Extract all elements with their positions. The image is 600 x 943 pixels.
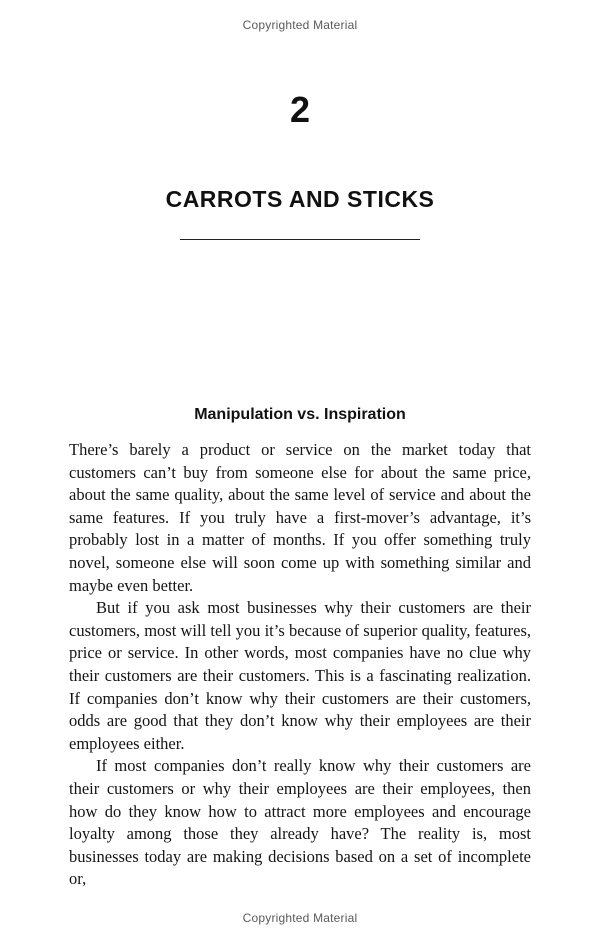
watermark-bottom: Copyrighted Material: [242, 911, 358, 925]
chapter-title-rule: [180, 239, 420, 240]
body-paragraph: There’s barely a product or service on the market today that customers can’t buy from someone else for about the same price, about the same quality, about the same level of service and about the same features. If you truly have a first-mover’s advantage, it’s probably lost in a matter of months. If you offer something truly novel, someone else will soon come up with something similar and maybe even better.: [69, 440, 531, 595]
body-paragraph: But if you ask most businesses why their customers are their customers, most will tell you it’s because of superior quality, features, price or service. In other words, most companies have no clue why their customers are their customers. This is a fascinating realization. If companies don’t know why their customers are their customers, odds are good that they don’t know why their employees are their employees either.: [69, 598, 531, 753]
body-paragraph: If most companies don’t really know why their customers are their customers or why their employees are their employees, then how do they know how to attract more employees and encourage loyalty among those they already have? The reality is, most businesses today are making decisions based on a set of incomplete or,: [69, 756, 531, 889]
body-text: [69, 439, 531, 891]
section-heading: Manipulation vs. Inspiration: [194, 406, 406, 423]
watermark-top: Copyrighted Material: [242, 18, 358, 32]
chapter-number: 2: [289, 89, 311, 130]
chapter-title: CARROTS AND STICKS: [165, 186, 435, 212]
